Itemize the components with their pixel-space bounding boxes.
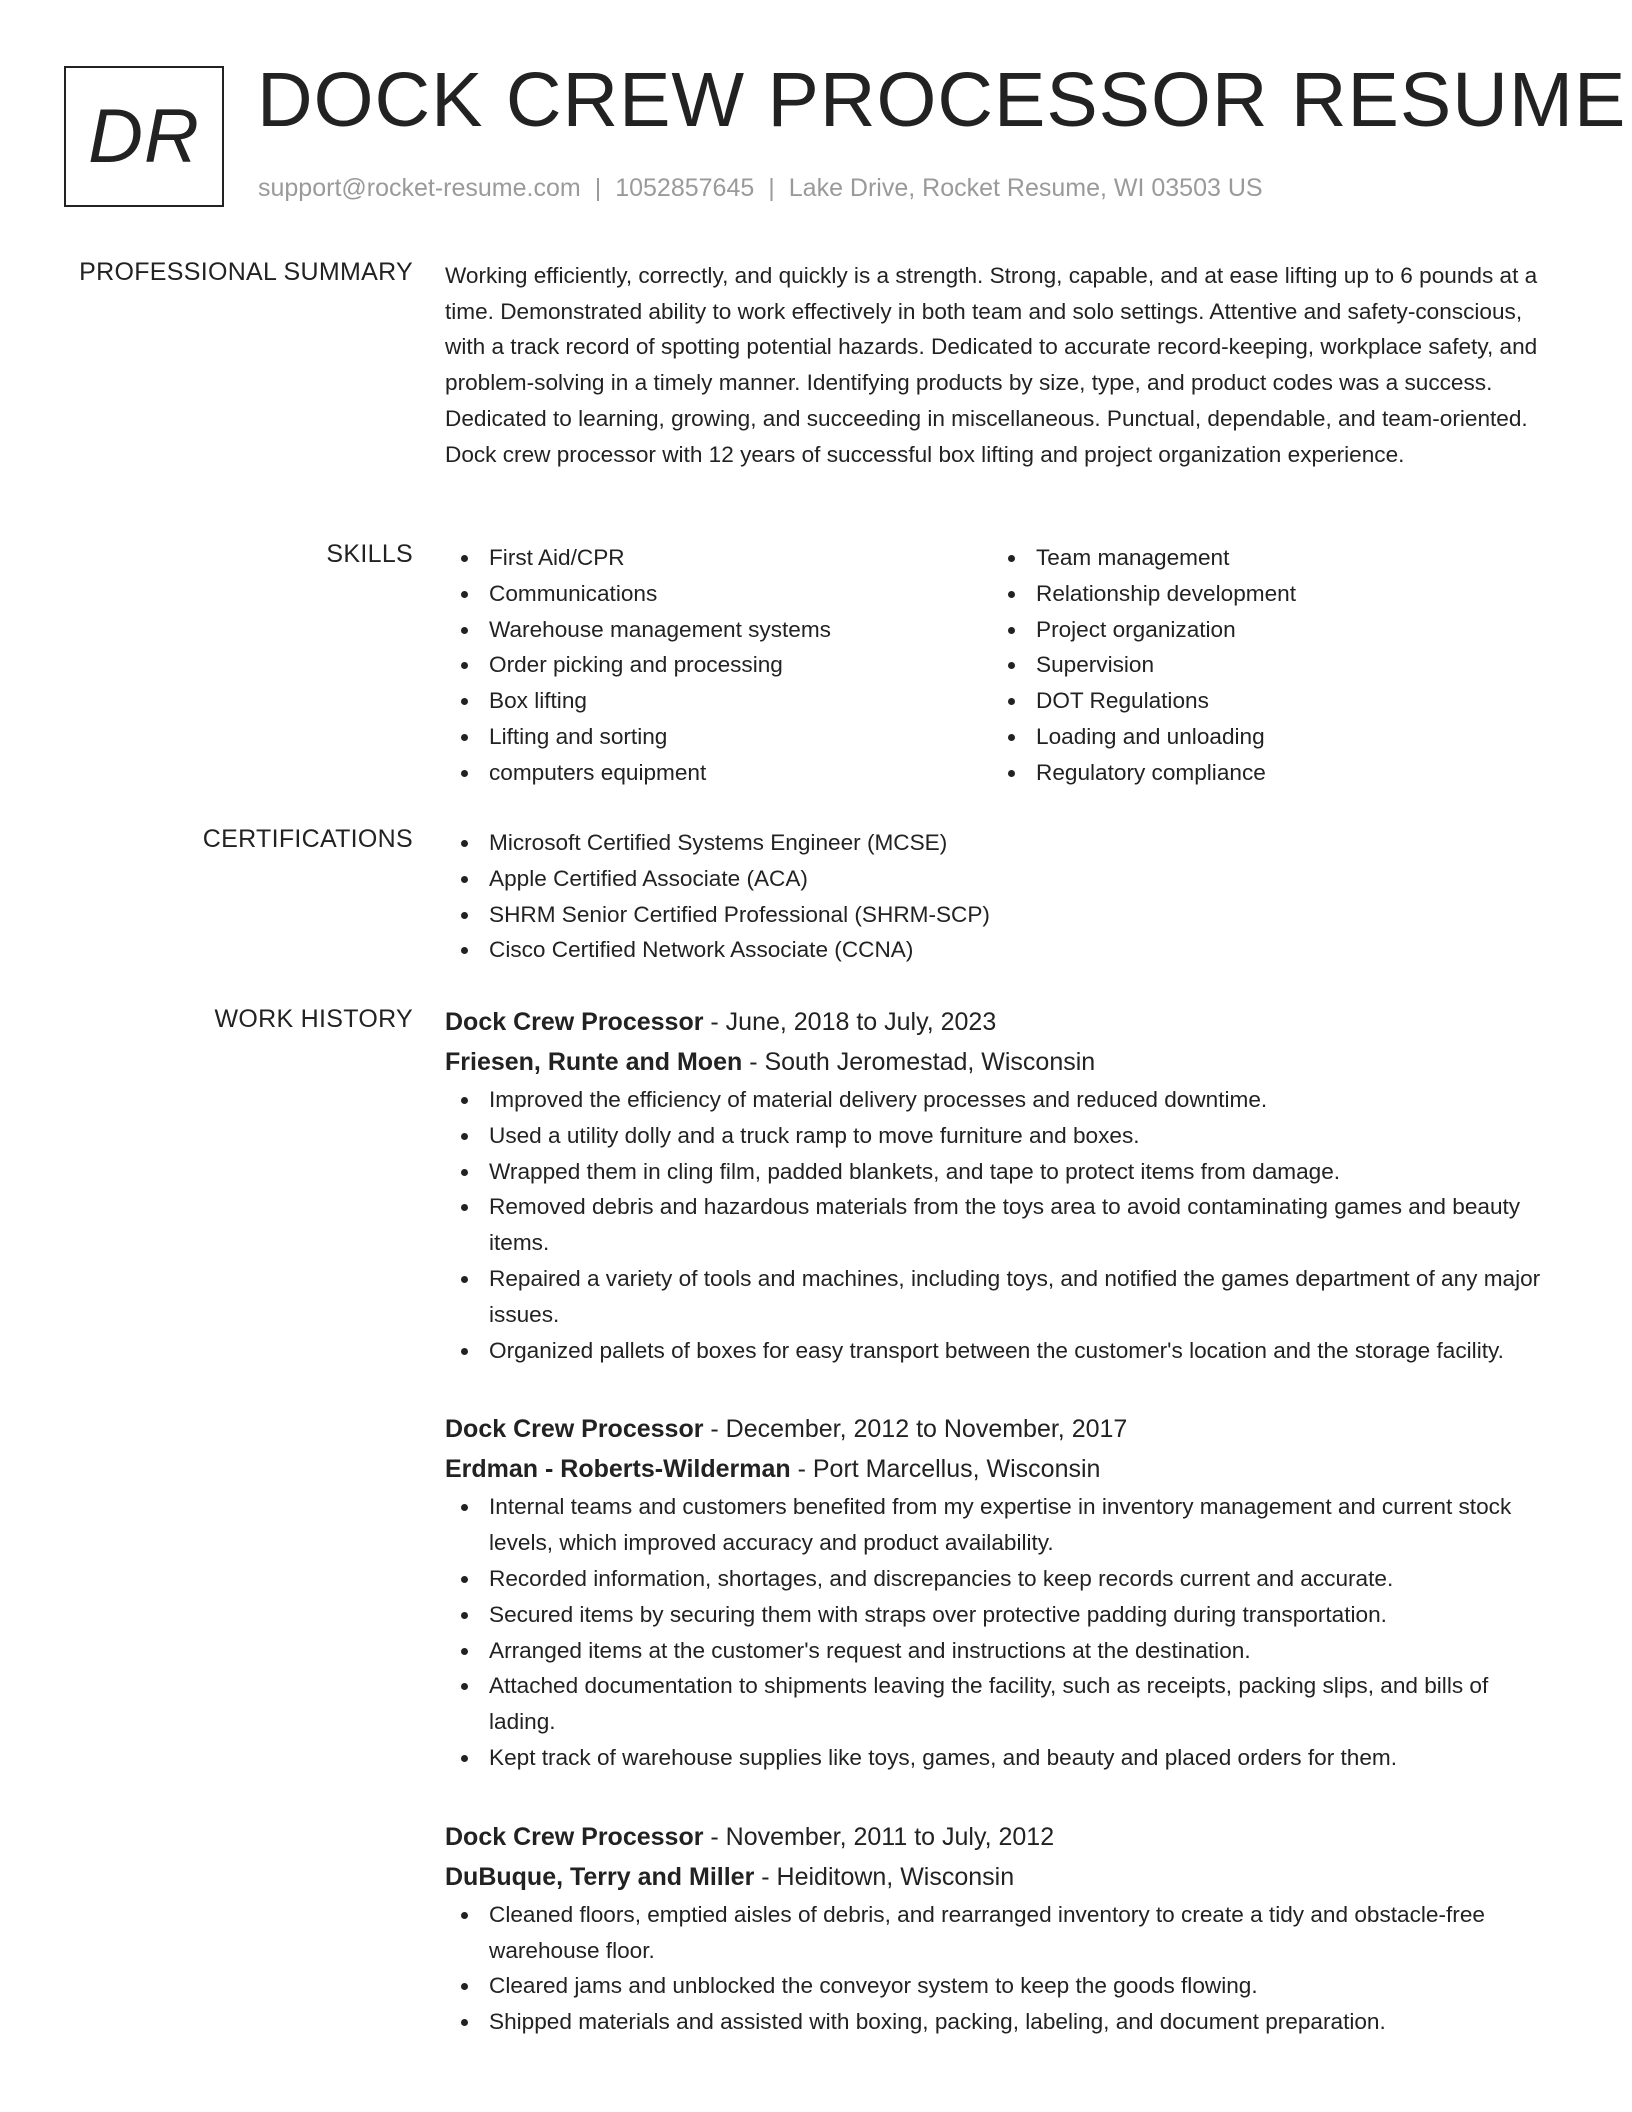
job-entry: [445, 1409, 1560, 1775]
job-duty-item: Improved the efficiency of material delivery processes and reduced downtime.: [445, 1082, 1560, 1118]
certification-item: Cisco Certified Network Associate (CCNA): [445, 932, 1560, 968]
job-company-line: [445, 1042, 1560, 1082]
section-heading-certifications: CERTIFICATIONS: [202, 825, 413, 853]
job-company: Friesen, Runte and Moen: [445, 1048, 743, 1076]
certification-item: Apple Certified Associate (ACA): [445, 861, 1560, 897]
job-entry: [445, 1817, 1560, 2040]
contact-email[interactable]: support@rocket-resume.com: [258, 174, 581, 202]
job-title: Dock Crew Processor: [445, 1822, 704, 1851]
job-dates: - November, 2011 to July, 2012: [703, 1822, 1055, 1851]
job-duties-list: [445, 1082, 1560, 1368]
skills-list-right: [992, 540, 1539, 791]
job-duty-item: Shipped materials and assisted with boxing, packing, labeling, and document preparation.: [445, 2004, 1560, 2040]
skill-item: Project organization: [992, 612, 1539, 648]
contact-separator: |: [594, 174, 602, 202]
job-company-line: [445, 1449, 1560, 1489]
resume-title: DOCK CREW PROCESSOR RESUME: [257, 57, 1627, 143]
job-location: - Port Marcellus, Wisconsin: [790, 1455, 1101, 1484]
job-location: - South Jeromestad, Wisconsin: [742, 1048, 1096, 1076]
skill-item: DOT Regulations: [992, 683, 1539, 719]
job-dates: - December, 2012 to November, 2017: [703, 1415, 1128, 1444]
job-title-line: [445, 1002, 1560, 1042]
section-heading-summary: PROFESSIONAL SUMMARY: [79, 258, 413, 286]
skill-item: Lifting and sorting: [445, 719, 992, 755]
job-duty-item: Secured items by securing them with straps over protective padding during transportation.: [445, 1597, 1560, 1633]
skill-item: First Aid/CPR: [445, 540, 992, 576]
monogram-initials: DR: [88, 94, 200, 179]
section-heading-skills: SKILLS: [326, 540, 413, 568]
contact-separator: |: [768, 174, 775, 202]
job-duty-item: Attached documentation to shipments leaving the facility, such as receipts, packing slips, and bills of lading.: [445, 1668, 1560, 1740]
skill-item: Order picking and processing: [445, 647, 992, 683]
skill-item: Box lifting: [445, 683, 992, 719]
contact-line: [258, 174, 1263, 203]
job-duty-item: Cleared jams and unblocked the conveyor system to keep the goods flowing.: [445, 1968, 1560, 2004]
job-duty-item: Wrapped them in cling film, padded blankets, and tape to protect items from damage.: [445, 1154, 1560, 1190]
certifications-list: [445, 825, 1560, 968]
job-duty-item: Used a utility dolly and a truck ramp to move furniture and boxes.: [445, 1118, 1560, 1154]
job-title-line: [445, 1817, 1560, 1857]
certification-item: SHRM Senior Certified Professional (SHRM-SCP): [445, 897, 1560, 933]
job-duties-list: [445, 1489, 1560, 1775]
job-dates: - June, 2018 to July, 2023: [703, 1008, 997, 1036]
skill-item: computers equipment: [445, 755, 992, 791]
job-duty-item: Recorded information, shortages, and discrepancies to keep records current and accurate.: [445, 1561, 1560, 1597]
job-company: DuBuque, Terry and Miller: [445, 1862, 755, 1891]
skill-item: Regulatory compliance: [992, 755, 1539, 791]
section-heading-work-history: WORK HISTORY: [214, 1005, 413, 1033]
job-duty-item: Repaired a variety of tools and machines, including toys, and notified the games department of any major issues.: [445, 1261, 1560, 1333]
job-duty-item: Removed debris and hazardous materials from the toys area to avoid contaminating games and beauty items.: [445, 1189, 1560, 1261]
job-title: Dock Crew Processor: [445, 1415, 704, 1444]
job-company-line: [445, 1857, 1560, 1897]
job-company: Erdman - Roberts-Wilderman: [445, 1455, 791, 1484]
job-duty-item: Cleaned floors, emptied aisles of debris, and rearranged inventory to create a tidy and obstacle-free warehouse floor.: [445, 1897, 1560, 1969]
skill-item: Relationship development: [992, 576, 1539, 612]
skill-item: Warehouse management systems: [445, 612, 992, 648]
skill-item: Supervision: [992, 647, 1539, 683]
job-location: - Heiditown, Wisconsin: [754, 1862, 1015, 1891]
job-duty-item: Internal teams and customers benefited from my expertise in inventory management and current stock levels, which improved accuracy and product availability.: [445, 1489, 1560, 1561]
job-duty-item: Organized pallets of boxes for easy transport between the customer's location and the storage facility.: [445, 1333, 1560, 1369]
job-title: Dock Crew Processor: [445, 1008, 704, 1036]
skill-item: Team management: [992, 540, 1539, 576]
contact-phone[interactable]: 1052857645: [615, 174, 755, 202]
job-duties-list: [445, 1897, 1560, 2040]
job-title-line: [445, 1409, 1560, 1449]
monogram-badge: [64, 66, 224, 207]
skills-list-left: [445, 540, 992, 791]
job-entry: [445, 1002, 1560, 1368]
skill-item: Communications: [445, 576, 992, 612]
skill-item: Loading and unloading: [992, 719, 1539, 755]
certification-item: Microsoft Certified Systems Engineer (MCSE): [445, 825, 1560, 861]
contact-address: Lake Drive, Rocket Resume, WI 03503 US: [788, 174, 1263, 202]
summary-text: Working efficiently, correctly, and quickly is a strength. Strong, capable, and at ease lifting up to 6 pounds at a time. Demonstrated ability to work effectively in both team and solo settings. Attentive and safety-conscious, with a track record of spotting potential hazards. Dedicated to accurate record-keeping, workplace safety, and problem-solving in a timely manner. Identifying products by size, type, and product codes was a success. Dedicated to learning, growing, and succeeding in miscellaneous. Punctual, dependable, and team-oriented. Dock crew processor with 12 years of successful box lifting and project organization experience.: [445, 263, 1538, 467]
job-duty-item: Kept track of warehouse supplies like toys, games, and beauty and placed orders for them.: [445, 1740, 1560, 1776]
job-duty-item: Arranged items at the customer's request and instructions at the destination.: [445, 1633, 1560, 1669]
